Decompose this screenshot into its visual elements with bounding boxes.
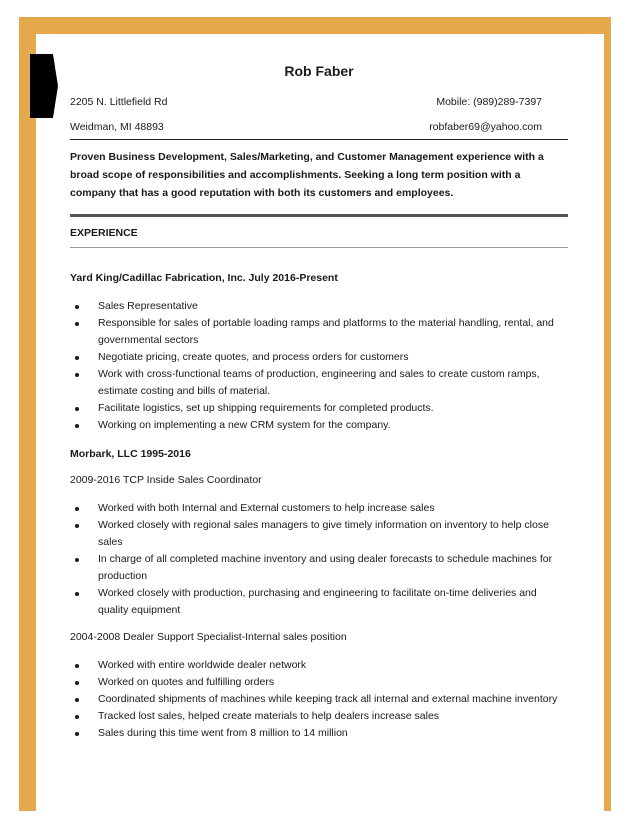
list-item: Working on implementing a new CRM system for the company. (70, 417, 568, 434)
role-title-dealer-support: 2004-2008 Dealer Support Specialist-Internal sales position (70, 631, 347, 643)
job-title-morbark: Morbark, LLC 1995-2016 (70, 448, 191, 460)
address-line: 2205 N. Littlefield Rd (70, 96, 168, 108)
list-item: Worked with both Internal and External customers to help increase sales (70, 500, 568, 517)
section-divider (70, 214, 568, 217)
list-item: Worked on quotes and fulfilling orders (70, 674, 568, 691)
list-item: Negotiate pricing, create quotes, and process orders for customers (70, 349, 568, 366)
list-item: Facilitate logistics, set up shipping requirements for completed products. (70, 400, 568, 417)
role1-bullet-list (70, 500, 568, 619)
city-line: Weidman, MI 48893 (70, 121, 164, 133)
resume-name: Rob Faber (284, 63, 354, 79)
list-item: Sales Representative (70, 298, 568, 315)
email-address: robfaber69@yahoo.com (429, 121, 542, 133)
heading-underline (70, 247, 568, 248)
list-item: Tracked lost sales, helped create materials to help dealers increase sales (70, 708, 568, 725)
contact-row-2 (70, 119, 568, 140)
contact-row-1 (70, 94, 568, 112)
list-item: In charge of all completed machine inventory and using dealer forecasts to schedule machines for production (70, 551, 568, 585)
role2-bullet-list (70, 657, 568, 742)
list-item: Worked closely with regional sales managers to give timely information on inventory to help close sales (70, 517, 568, 551)
role-title-inside-sales: 2009-2016 TCP Inside Sales Coordinator (70, 474, 262, 486)
list-item: Coordinated shipments of machines while keeping track all internal and external machine inventory (70, 691, 568, 708)
resume-content (70, 62, 568, 742)
mobile-number: Mobile: (989)289-7397 (436, 96, 542, 108)
black-tab-marker (30, 54, 58, 118)
list-item: Worked closely with production, purchasing and engineering to facilitate on-time deliveries and quality equipment (70, 585, 568, 619)
list-item: Work with cross-functional teams of production, engineering and sales to create custom ramps, estimate costing and bills of material. (70, 366, 568, 400)
summary-paragraph: Proven Business Development, Sales/Marketing, and Customer Management experience with a broad scope of responsibilities and accomplishments. Seeking a long term position with a company that has a good reputation with both its customers and employees. (70, 151, 544, 199)
list-item: Responsible for sales of portable loading ramps and platforms to the material handling, rental, and governmental sectors (70, 315, 568, 349)
list-item: Sales during this time went from 8 million to 14 million (70, 725, 568, 742)
list-item: Worked with entire worldwide dealer network (70, 657, 568, 674)
job1-bullet-list (70, 298, 568, 434)
job-title-yard-king: Yard King/Cadillac Fabrication, Inc. July 2016-Present (70, 272, 338, 284)
experience-heading: EXPERIENCE (70, 227, 138, 239)
